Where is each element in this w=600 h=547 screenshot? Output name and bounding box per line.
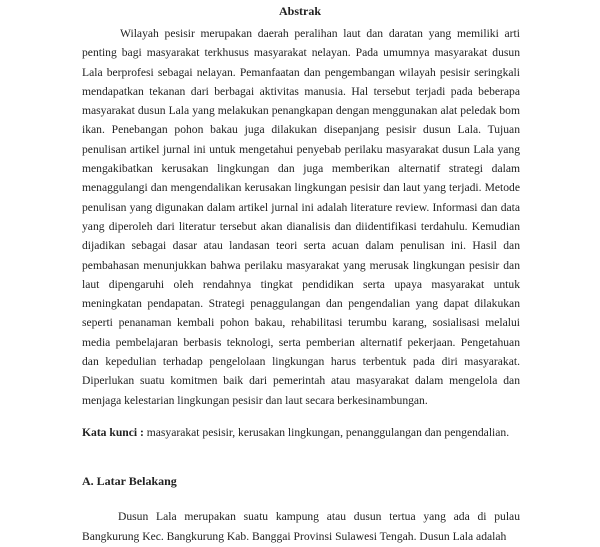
- abstract-paragraph: Wilayah pesisir merupakan daerah peralihan laut dan daratan yang memiliki arti penting bagi masyarakat terkhusus masyarakat nelayan. Pada umumnya masyarakat dusun Lala berprofesi sebagai nelayan. Pemanfaatan dan pengembangan wilayah pesisir seringkali mendapatkan tekanan dari berbagai aktivitas manusia. Hal tersebut terjadi pada beberapa masyarakat dusun Lala yang melakukan penangkapan dengan menggunakan alat peledak bom ikan. Penebangan pohon bakau juga dilakukan disepanjang pesisir dusun Lala. Tujuan penulisan artikel jurnal ini untuk mengetahui penyebab perilaku masyarakat dusun Lala yang mengakibatkan kerusakan lingkungan dan juga memberikan alternatif strategi dalam menaggulangi dan mengendalikan kerusakan lingkungan pesisir dan laut yang terjadi. Metode penulisan yang digunakan dalam artikel jurnal ini adalah literature review. Informasi dan data yang diperoleh dari literatur tersebut akan dianalisis dan diidentifikasi terdahulu. Kemudian dijadikan sebagai dasar atau landasan teori serta acuan dalam penulisan ini. Hasil dan pembahasan menunjukkan bahwa perilaku masyarakat yang merusak lingkungan pesisir dan laut dipengaruhi oleh rendahnya tingkat pendidikan serta upaya masyarakat untuk meningkatan pendapatan. Strategi penaggulangan dan pengendalian yang dapat dilakukan seperti penanaman kembali pohon bakau, rehabilitasi terumbu karang, sosialisasi melalui media pembelajaran berbasis teknologi, serta pemberian alternatif pekerjaan. Pengetahuan dan kepedulian terhadap pengelolaan lingkungan harus terbentuk pada diri masyarakat. Diperlukan suatu komitmen baik dari pemerintah atau masyarakat dalam mengelola dan menjaga kelestarian lingkungan pesisir dan laut secara berkesinambungan.: [82, 27, 520, 407]
- keywords-label: Kata kunci :: [82, 426, 144, 439]
- section-paragraph: Dusun Lala merupakan suatu kampung atau dusun tertua yang ada di pulau Bangkurung Kec. Bangkurung Kab. Banggai Provinsi Sulawesi Tengah. Dusun Lala adalah: [82, 510, 520, 543]
- keywords-text: masyarakat pesisir, kerusakan lingkungan, penanggulangan dan pengendalian.: [143, 426, 510, 439]
- section-heading: A. Latar Belakang: [82, 474, 177, 488]
- abstract-title: Abstrak: [278, 4, 321, 18]
- keywords-line: [82, 424, 542, 442]
